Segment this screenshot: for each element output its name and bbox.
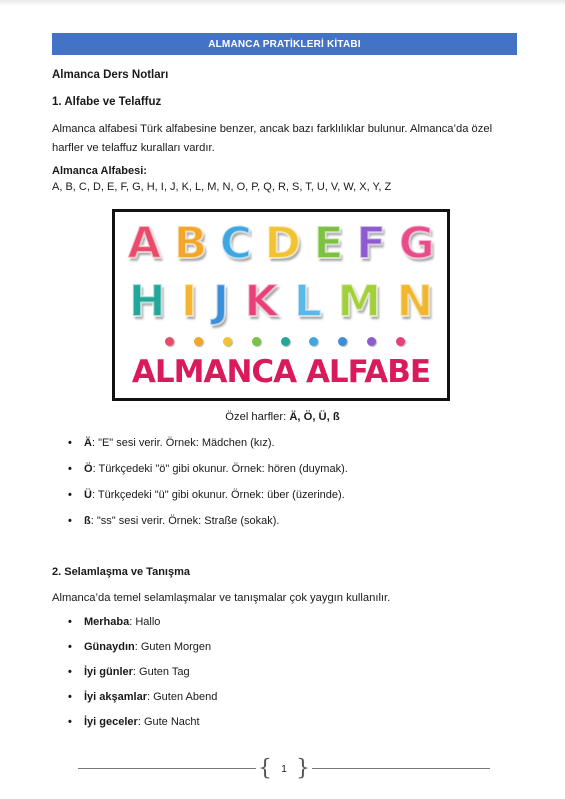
page-top-edge: [0, 0, 565, 6]
right-brace-icon: }: [296, 756, 310, 781]
alphabet-letters: A, B, C, D, E, F, G, H, I, J, K, L, M, N, O, P, Q, R, S, T, U, V, W, X, Y, Z: [52, 181, 392, 193]
bullet-icon: •: [68, 463, 72, 475]
bullet-icon: •: [68, 437, 72, 449]
section2-paragraph: Almanca’da temel selamlaşmalar ve tanışmalar çok yaygın kullanılır.: [52, 592, 391, 604]
list-item: • İyi akşamlar: Guten Abend: [68, 691, 218, 703]
list-item: • Ä: "E" sesi verir. Örnek: Mädchen (kız).: [68, 437, 275, 449]
alphabet-image-letter-d: D: [264, 218, 302, 269]
doc-title: Almanca Ders Notları: [52, 69, 169, 81]
alphabet-image-letter-b: B: [173, 218, 208, 269]
decorative-dot: [367, 337, 376, 346]
footer-rule-right: [312, 768, 490, 769]
alphabet-image-letter-j: J: [212, 276, 230, 327]
bullet-icon: •: [68, 489, 72, 501]
banner-title: ALMANCA PRATİKLERİ KİTABI: [52, 33, 517, 55]
alphabet-image-letter-e: E: [313, 218, 344, 269]
section1-paragraph: [52, 120, 532, 158]
left-brace-icon: {: [258, 756, 272, 781]
alphabet-image-letter-h: H: [128, 276, 166, 327]
alphabet-image-caption: ALMANCA ALFABE: [131, 354, 431, 390]
bullet-icon: •: [68, 616, 72, 628]
footer-rule-left: [78, 768, 256, 769]
alphabet-label: Almanca Alfabesi:: [52, 165, 147, 177]
bullet-icon: •: [68, 691, 72, 703]
decorative-dot: [281, 337, 290, 346]
bullet-icon: •: [68, 716, 72, 728]
section1-paragraph-line1: Almanca alfabesi Türk alfabesine benzer, ancak bazı farklılıklar bulunur. Almanca’da özel: [52, 123, 493, 135]
special-caption-letters: Ä, Ö, Ü, ß: [289, 411, 340, 423]
list-item: • Günaydın: Guten Morgen: [68, 641, 212, 653]
list-item: • Merhaba: Hallo: [68, 616, 161, 628]
decorative-dot: [309, 337, 318, 346]
section1-paragraph-line2: harfler ve telaffuz kuralları vardır.: [52, 142, 215, 154]
alphabet-image-letter-l: L: [293, 276, 322, 327]
page-number-value: 1: [281, 763, 287, 775]
alphabet-image-letter-n: N: [396, 276, 434, 327]
decorative-dot: [396, 337, 405, 346]
decorative-dot: [338, 337, 347, 346]
list-item: • Ö: Türkçedeki "ö" gibi okunur. Örnek: hören (duymak).: [68, 463, 348, 475]
alphabet-image-letter-i: I: [180, 276, 198, 327]
decorative-dots: [165, 337, 405, 346]
list-item: • İyi geceler: Gute Nacht: [68, 716, 200, 728]
decorative-dot: [223, 337, 232, 346]
list-item: • Ü: Türkçedeki "ü" gibi okunur. Örnek: über (üzerinde).: [68, 489, 345, 501]
decorative-dot: [194, 337, 203, 346]
alphabet-image-letter-c: C: [219, 218, 253, 269]
section1-heading: 1. Alfabe ve Telaffuz: [52, 96, 162, 108]
alphabet-image-letter-g: G: [398, 218, 435, 269]
special-letters-caption: [0, 411, 565, 423]
decorative-dot: [252, 337, 261, 346]
alphabet-image-letter-k: K: [244, 276, 279, 327]
special-caption-prefix: Özel harfler:: [225, 411, 290, 423]
alphabet-image: [112, 209, 450, 401]
bullet-icon: •: [68, 666, 72, 678]
bullet-icon: •: [68, 515, 72, 527]
bullet-icon: •: [68, 641, 72, 653]
alphabet-image-letter-a: A: [127, 218, 162, 269]
alphabet-row-2: [115, 276, 447, 327]
alphabet-image-letter-f: F: [356, 218, 387, 269]
alphabet-row-1: [115, 218, 447, 269]
decorative-dot: [165, 337, 174, 346]
section2-heading: 2. Selamlaşma ve Tanışma: [52, 566, 190, 578]
list-item: • ß: "ss" sesi verir. Örnek: Straße (sokak).: [68, 515, 280, 527]
page-number: [258, 758, 310, 780]
list-item: • İyi günler: Guten Tag: [68, 666, 190, 678]
alphabet-image-letter-m: M: [337, 276, 382, 327]
